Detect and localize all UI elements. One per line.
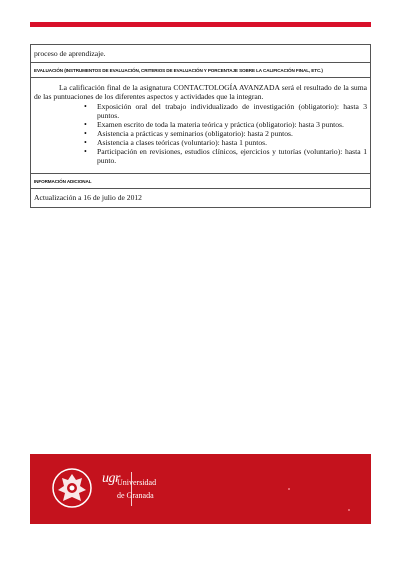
list-item: • Examen escrito de toda la materia teórica y práctica (obligatorio): hasta 3 puntos. (97, 120, 367, 129)
university-name (117, 476, 156, 502)
coat-of-arms-icon (50, 466, 98, 510)
evaluation-list (34, 102, 367, 165)
university-name-line2: de Granada (117, 491, 154, 500)
additional-heading-row (31, 174, 370, 189)
ugr-wordmark: ugr (102, 471, 120, 486)
continuation-text: proceso de aprendizaje. (34, 49, 106, 58)
list-item: • Participación en revisiones, estudios clínicos, ejercicios y tutorías (voluntario): hasta 1 punto. (97, 147, 367, 165)
evaluation-intro: La calificación final de la asignatura CONTACTOLOGÍA AVANZADA será el resultado de la suma de las puntuaciones de los diferentes aspectos y actividades que la integran. (34, 83, 367, 101)
list-item: • Asistencia a clases teóricas (voluntario): hasta 1 puntos. (97, 138, 367, 147)
decorative-dot (288, 488, 290, 490)
continuation-row (31, 45, 370, 63)
list-item: • Asistencia a prácticas y seminarios (obligatorio): hasta 2 puntos. (97, 129, 367, 138)
additional-heading: INFORMACIÓN ADICIONAL (34, 179, 92, 184)
evaluation-body-row (31, 78, 370, 174)
evaluation-heading-row (31, 63, 370, 78)
university-name-line1: Universidad (117, 478, 157, 487)
update-text: Actualización a 16 de julio de 2012 (34, 193, 142, 202)
decorative-dot (348, 509, 350, 511)
evaluation-heading: EVALUACIÓN (INSTRUMENTOS DE EVALUACIÓN, CRITERIOS DE EVALUACIÓN Y PORCENTAJE SOBRE LA CALIFICACIÓN FINAL, ETC.) (34, 68, 323, 73)
course-guide-table (30, 44, 371, 208)
list-item: • Exposición oral del trabajo individualizado de investigación (obligatorio): hasta 3 puntos. (97, 102, 367, 120)
university-footer (30, 454, 371, 524)
update-row (31, 189, 370, 207)
header-accent-bar (30, 22, 371, 27)
